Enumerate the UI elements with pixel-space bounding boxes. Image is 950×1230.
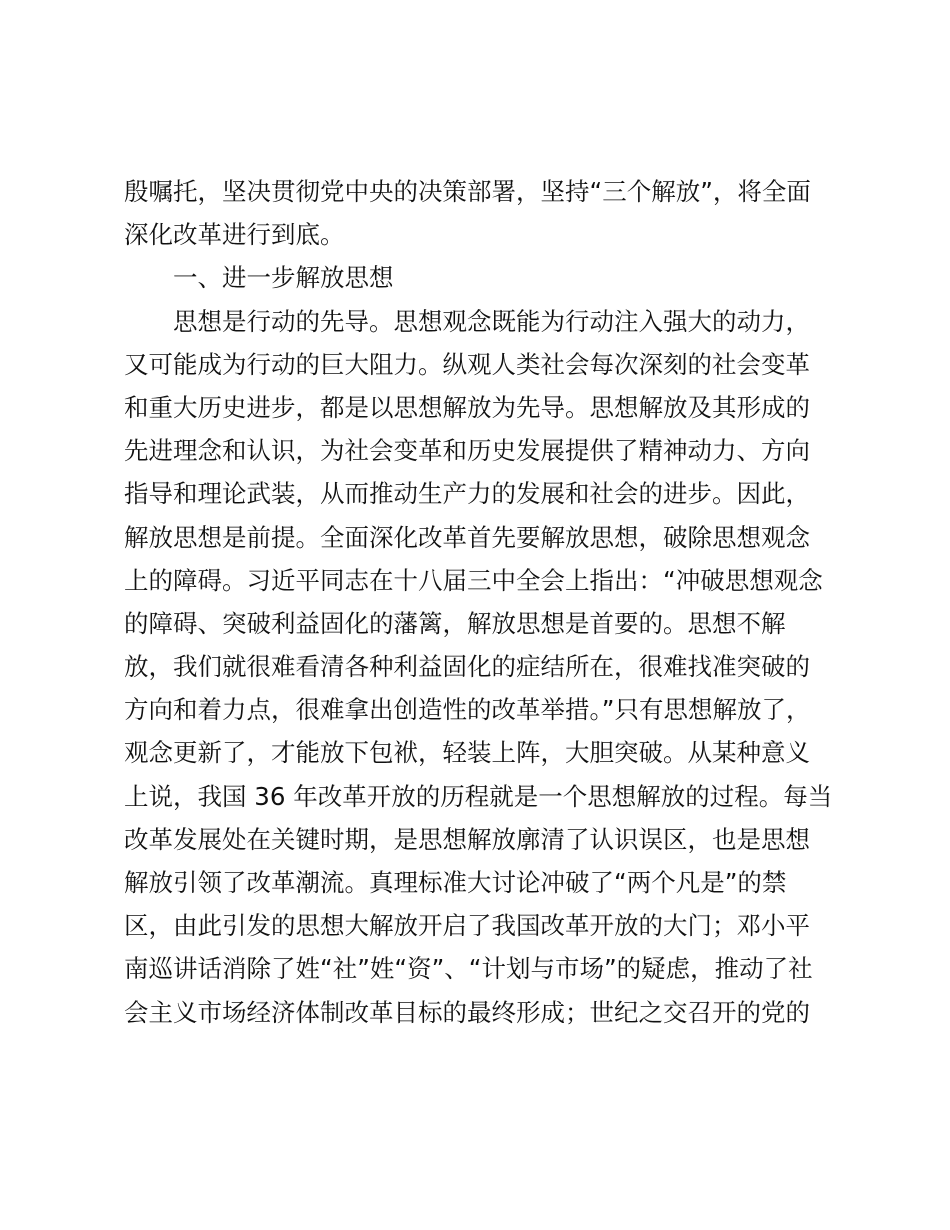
text-line: 又可能成为行动的巨大阻力。纵观人类社会每次深刻的社会变革: [124, 349, 810, 379]
text-line: 南巡讲话消除了姓“社”姓“资”、“计划与市场”的疑虑，推动了社: [124, 954, 813, 984]
text-line: 上说，我国 36 年改革开放的历程就是一个思想解放的过程。每当: [124, 781, 833, 811]
text-line: 先进理念和认识，为社会变革和历史发展提供了精神动力、方向: [124, 436, 810, 466]
text-line: 和重大历史进步，都是以思想解放为先导。思想解放及其形成的: [124, 392, 810, 422]
text-line: 方向和着力点，很难拿出创造性的改革举措。”只有思想解放了，: [124, 695, 811, 725]
text-line: 深化改革进行到底。: [124, 220, 345, 250]
text-line: 区，由此引发的思想大解放开启了我国改革开放的大门；邓小平: [124, 911, 810, 941]
text-line: 会主义市场经济体制改革目标的最终形成；世纪之交召开的党的: [124, 997, 810, 1027]
text-line: 解放思想是前提。全面深化改革首先要解放思想，破除思想观念: [124, 522, 810, 552]
text-line: 放，我们就很难看清各种利益固化的症结所在，很难找准突破的: [124, 652, 810, 682]
text-line: 指导和理论武装，从而推动生产力的发展和社会的进步。因此，: [124, 479, 810, 509]
text-line: 上的障碍。习近平同志在十八届三中全会上指出：“冲破思想观念: [124, 565, 823, 595]
text-line: 解放引领了改革潮流。真理标准大讨论冲破了“两个凡是”的禁: [124, 868, 787, 897]
text-line: 殷嘱托，坚决贯彻党中央的决策部署，坚持“三个解放”，将全面: [124, 177, 811, 206]
body-text: [124, 170, 844, 1034]
section-heading: 一、进一步解放思想: [173, 263, 394, 293]
text-line: 改革发展处在关键时期，是思想解放廓清了认识误区，也是思想: [124, 824, 810, 854]
paragraph-first-line: 思想是行动的先导。思想观念既能为行动注入强大的动力，: [173, 306, 810, 336]
text-line: 观念更新了，才能放下包袱，轻装上阵，大胆突破。从某种意义: [124, 738, 810, 768]
text-line: 的障碍、突破利益固化的藩篱，解放思想是首要的。思想不解: [124, 608, 786, 638]
